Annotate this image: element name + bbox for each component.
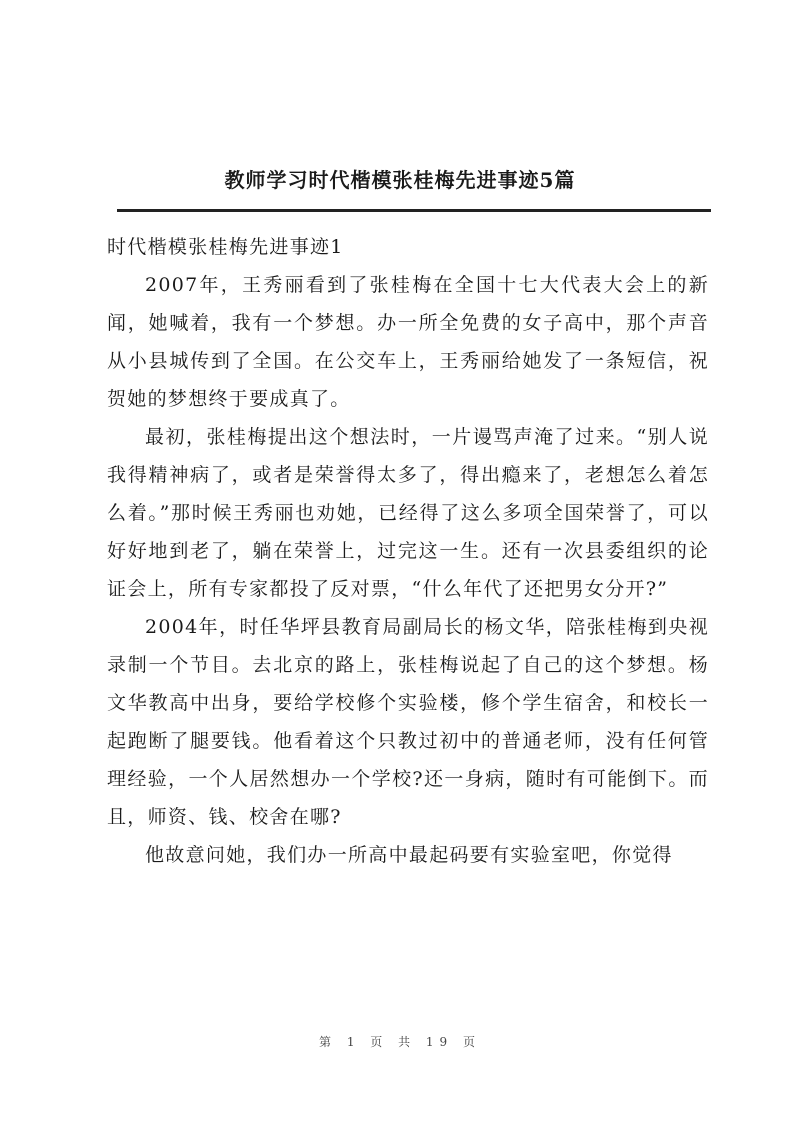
paragraph-2: 最初，张桂梅提出这个想法时，一片谩骂声淹了过来。“别人说我得精神病了，或者是荣誉得太多了，得出瘾来了，老想怎么着怎么着。”那时候王秀丽也劝她，已经得了这么多项全国荣誉了，可以好好地到老了，躺在荣誉上，过完这一生。还有一次县委组织的论证会上，所有专家都投了反对票，“什么年代了还把男女分开?” <box>107 426 709 600</box>
title-divider <box>117 209 711 212</box>
document-body <box>107 228 709 874</box>
document-title: 教师学习时代楷模张桂梅先进事迹5篇 <box>224 168 576 192</box>
page-number-footer: 第 1 页 共 19 页 <box>319 1035 481 1049</box>
paragraph-3: 2004年，时任华坪县教育局副局长的杨文华，陪张桂梅到央视录制一个节目。去北京的路上，张桂梅说起了自己的这个梦想。杨文华教高中出身，要给学校修个实验楼，修个学生宿舍，和校长一起跑断了腿要钱。他看着这个只教过初中的普通老师，没有任何管理经验，一个人居然想办一个学校?还一身病，随时有可能倒下。而且，师资、钱、校舍在哪? <box>107 616 709 828</box>
paragraph-1: 2007年，王秀丽看到了张桂梅在全国十七大代表大会上的新闻，她喊着，我有一个梦想。办一所全免费的女子高中，那个声音从小县城传到了全国。在公交车上，王秀丽给她发了一条短信，祝贺她的梦想终于要成真了。 <box>107 274 709 410</box>
section-heading: 时代楷模张桂梅先进事迹1 <box>107 236 344 258</box>
paragraph-4: 他故意问她，我们办一所高中最起码要有实验室吧，你觉得 <box>145 844 673 866</box>
